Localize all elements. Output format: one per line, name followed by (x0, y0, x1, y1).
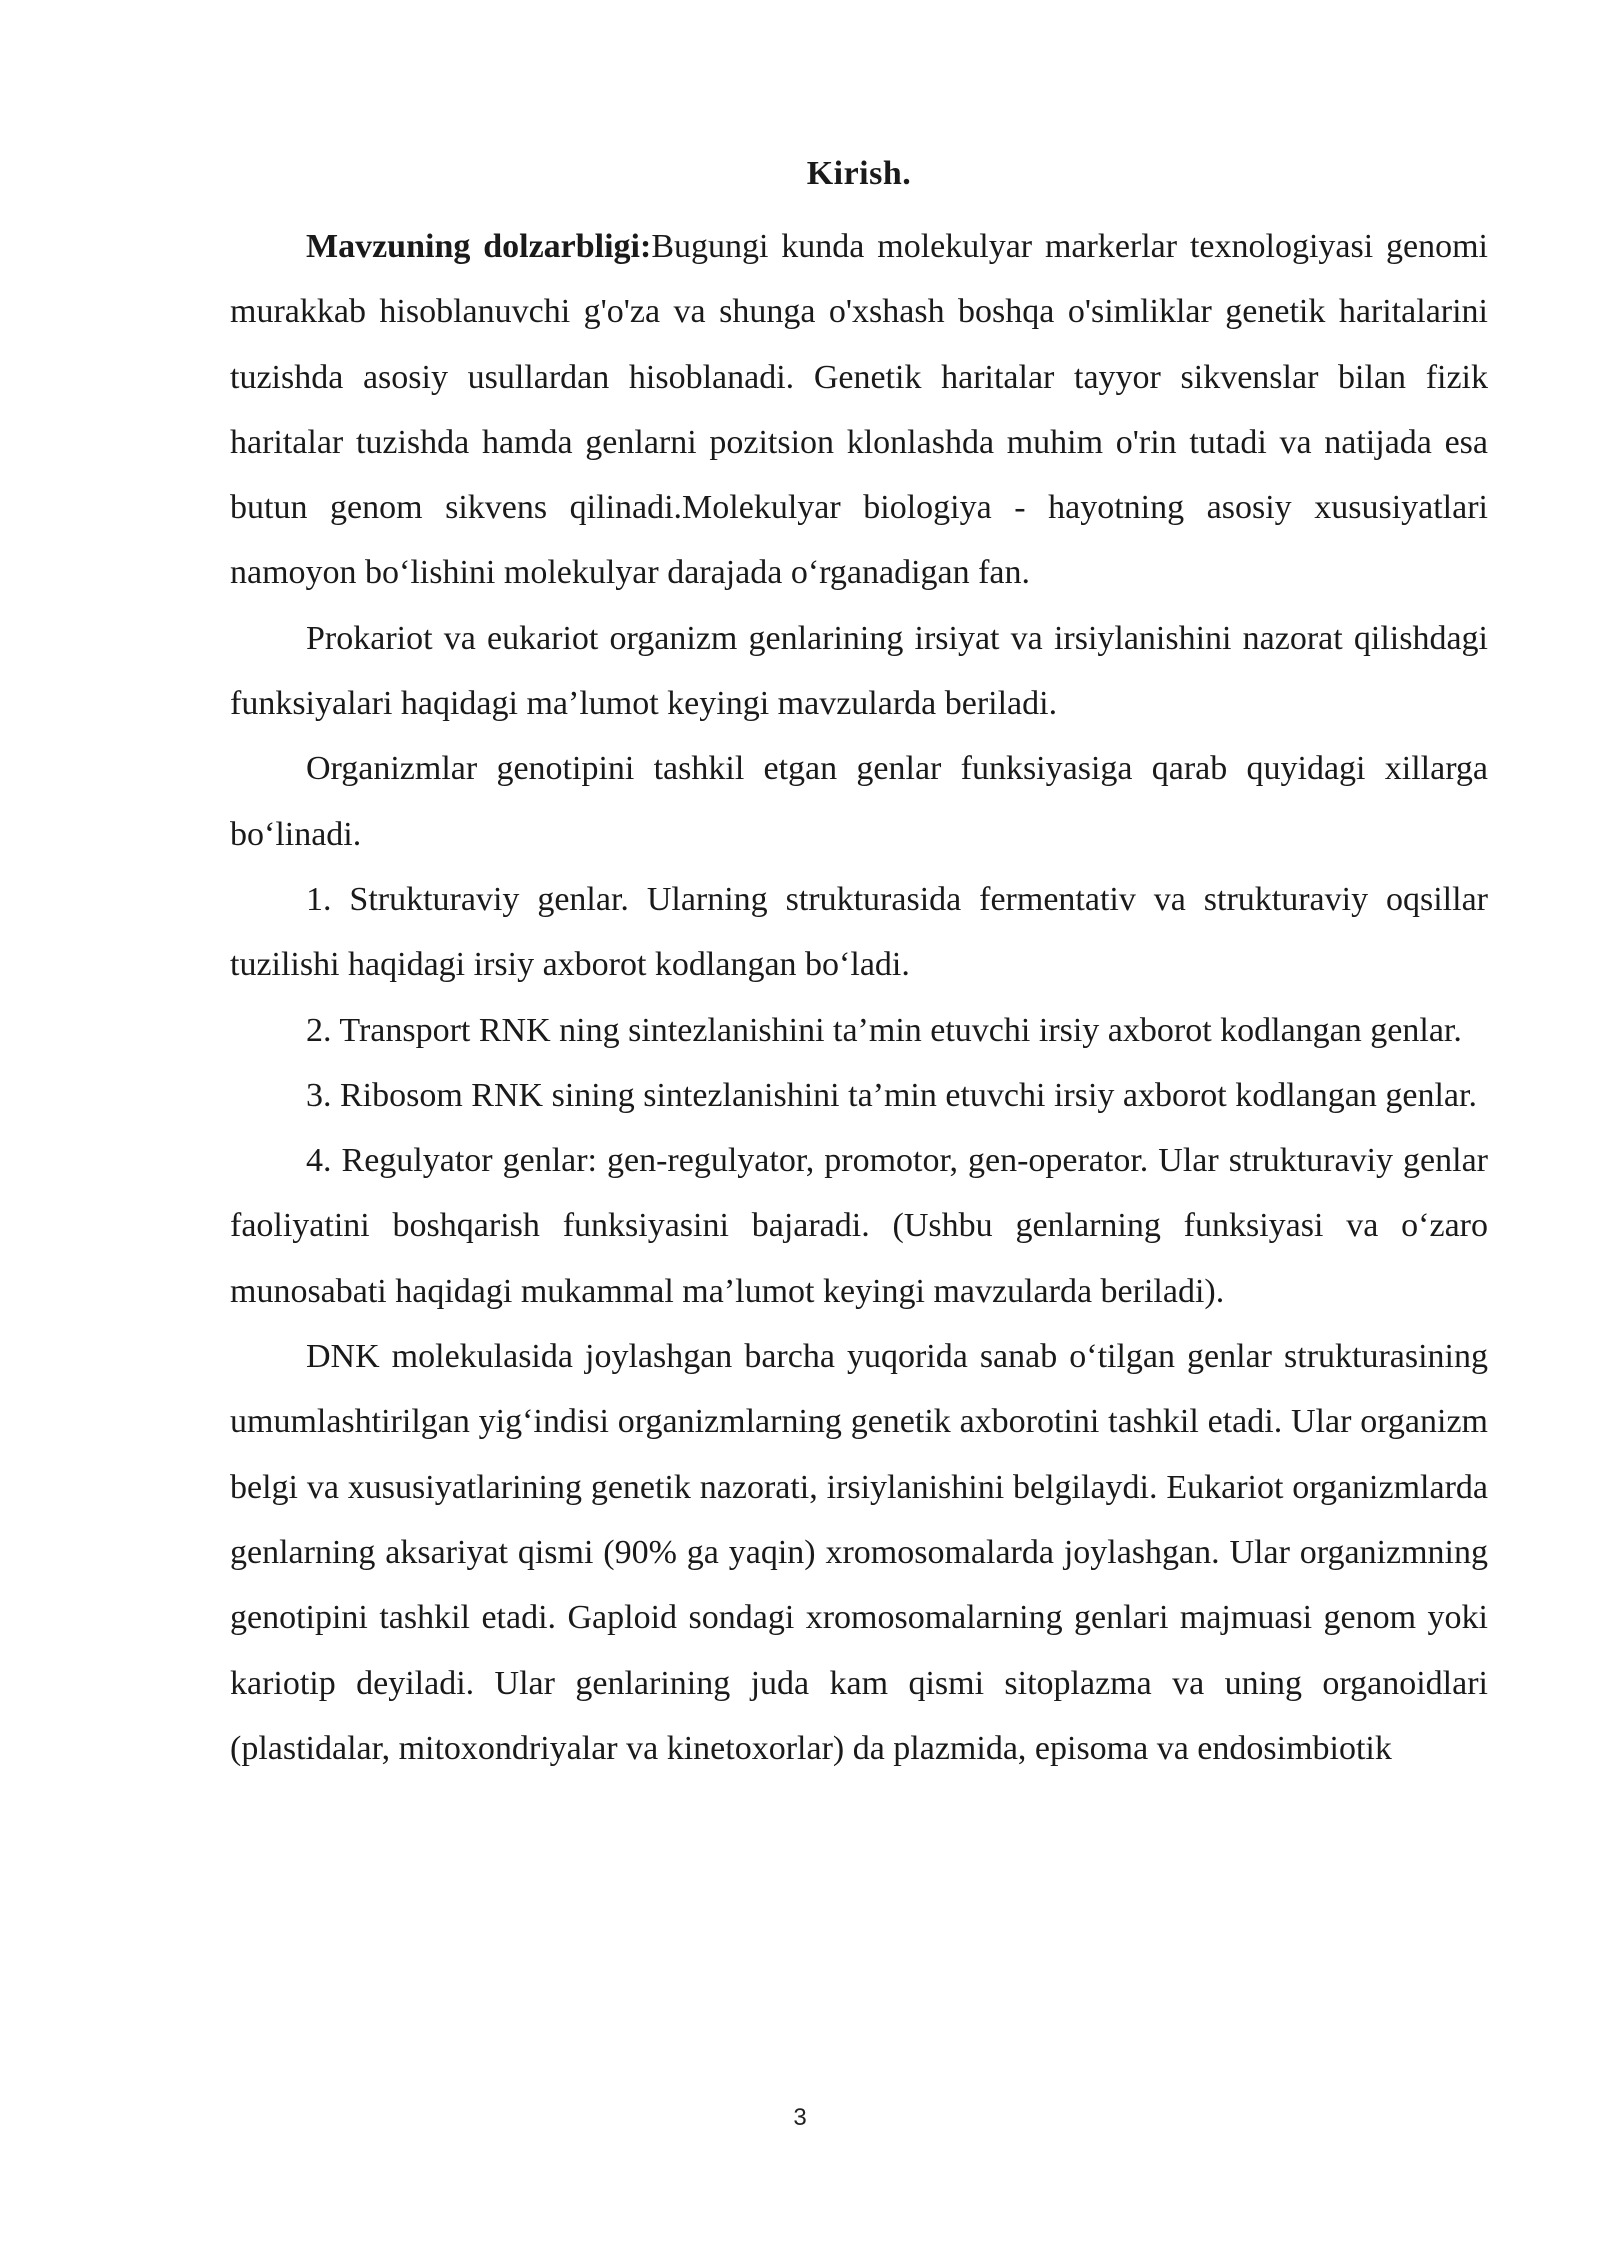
paragraph-gene-classification: Organizmlar genotipini tashkil etgan genlar funksiyasiga qarab quyidagi xillarga bo‘linadi. (230, 750, 1488, 853)
list-item-structural-genes: 1. Strukturaviy genlar. Ularning strukturasida fermentativ va strukturaviy oqsillar tuzilishi haqidagi irsiy axborot kodlangan bo‘ladi. (230, 880, 1488, 984)
list-item-regulator-genes: 4. Regulyator genlar: gen-regulyator, promotor, gen-operator. Ular strukturaviy genlar faoliyatini boshqarish funksiyasini bajaradi. (Ushbu genlarning funksiyasi va o‘zaro munosabati haqidagi mukammal ma’lumot keyingi mavzularda beriladi). (230, 1142, 1488, 1310)
paragraph-dna-genetic-information: DNK molekulasida joylashgan barcha yuqorida sanab o‘tilgan genlar strukturasining umumlashtirilgan yig‘indisi organizmlarning genetik axborotini tashkil etadi. Ular organizm belgi va xususiyatlarining genetik nazorati, irsiylanishini belgilaydi. Eukariot organizmlarda genlarning aksariyat qismi (90% ga yaqin) xromosomalarda joylashgan. Ular organizmning genotipini tashkil etadi. Gaploid sondagi xromosomalarning genlari majmuasi genom yoki kariotip deyiladi. Ular genlarining juda kam qismi sitoplazma va uning organoidlari (plastidalar, mitoxondriyalar va kinetoxorlar) da plazmida, episoma va endosimbiotik (230, 1338, 1488, 1767)
list-item-ribosomal-rna-genes: 3. Ribosom RNK sining sintezlanishini ta’min etuvchi irsiy axborot kodlangan genlar. (306, 1076, 1477, 1114)
page-number: 3 (793, 2104, 807, 2131)
page-title: Kirish. (806, 155, 912, 192)
paragraph-prokaryote: Prokariot va eukariot organizm genlarining irsiyat va irsiylanishini nazorat qilishdagi funksiyalari haqidagi ma’lumot keyingi mavzularda beriladi. (230, 619, 1488, 723)
list-item-transport-rna-genes: 2. Transport RNK ning sintezlanishini ta’min etuvchi irsiy axborot kodlangan genlar. (306, 1011, 1462, 1049)
paragraph-text: Bugungi kunda molekulyar markerlar texnologiyasi genomi murakkab hisoblanuvchi g'o'za va shunga o'xshash boshqa o'simliklar genetik haritalarini tuzishda asosiy usullardan hisoblanadi. Genetik haritalar tayyor sikvenslar bilan fizik haritalar tuzishda hamda genlarni pozitsion klonlashda muhim o'rin tutadi va natijada esa butun genom sikvens qilinadi.Molekulyar biologiya - hayotning asosiy xususiyatlari namoyon bo‘lishini molekulyar darajada o‘rganadigan fan. (230, 228, 1488, 592)
paragraph-lead-heading: Mavzuning dolzarbligi: (306, 228, 652, 265)
paragraph-relevance (230, 214, 1488, 606)
document-page (230, 150, 1488, 1781)
